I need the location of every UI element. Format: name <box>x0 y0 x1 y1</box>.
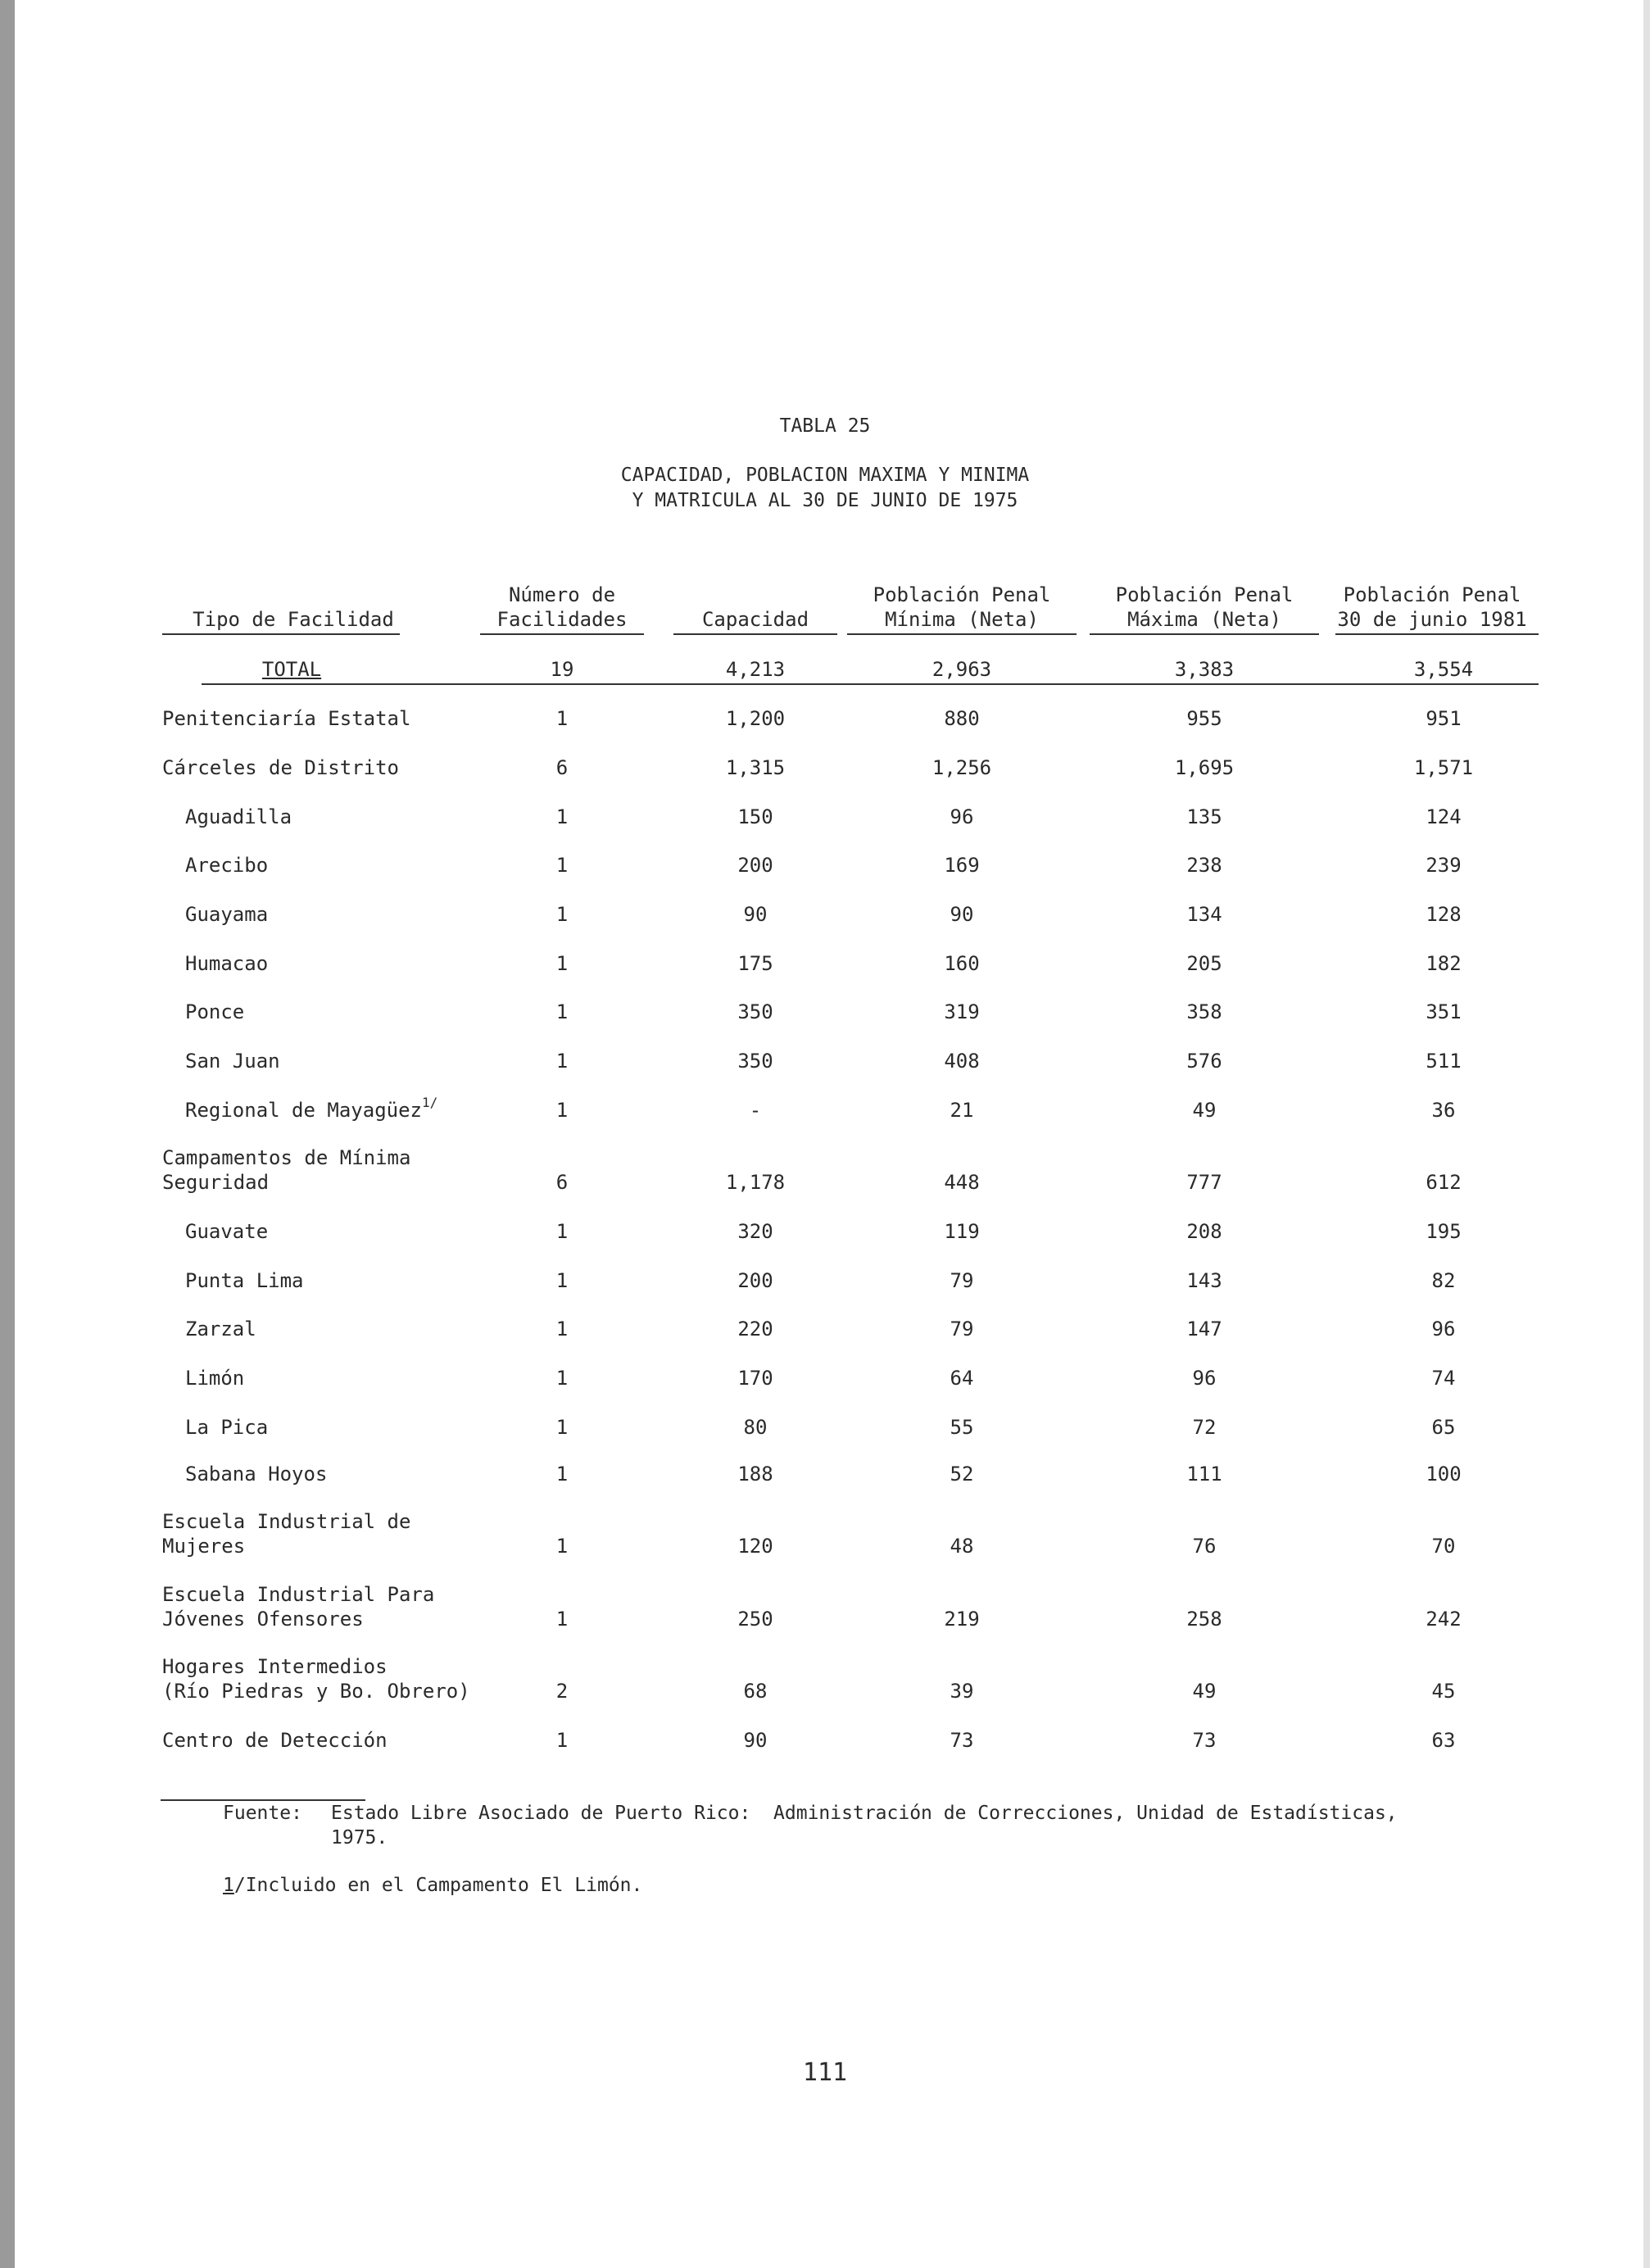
row-capacidad: 1,178 <box>725 1171 786 1194</box>
row-numero: 1 <box>555 1269 569 1292</box>
row-label: Centro de Detección <box>162 1729 388 1752</box>
row-label-line-1: Escuela Industrial de <box>162 1510 411 1533</box>
row-maxima: 72 <box>1192 1416 1217 1439</box>
row-minima: 448 <box>944 1171 980 1194</box>
row-capacidad: 320 <box>737 1220 773 1243</box>
row-maxima: 73 <box>1192 1729 1217 1752</box>
row-numero: 1 <box>555 854 569 877</box>
row-numero: 1 <box>555 1729 569 1752</box>
row-label: San Juan <box>185 1050 280 1073</box>
row-label-line-2: Seguridad <box>162 1171 270 1194</box>
row-label: Limón <box>185 1367 245 1390</box>
row-numero: 1 <box>555 805 569 828</box>
row-label: Humacao <box>185 952 269 975</box>
row-numero: 1 <box>555 1463 569 1486</box>
row-capacidad: 1,315 <box>725 756 786 779</box>
row-label: Sabana Hoyos <box>185 1463 328 1486</box>
footnote-text: /Incluido en el Campamento El Limón. <box>233 1875 643 1896</box>
row-minima: 73 <box>950 1729 974 1752</box>
row-capacidad: - <box>749 1099 762 1122</box>
row-label-line-2: Mujeres <box>162 1535 246 1558</box>
row-maxima: 576 <box>1186 1050 1222 1073</box>
row-maxima: 777 <box>1186 1171 1222 1194</box>
row-junio: 242 <box>1426 1608 1462 1631</box>
row-capacidad: 90 <box>743 903 768 926</box>
row-junio: 96 <box>1431 1318 1456 1340</box>
row-capacidad: 220 <box>737 1318 773 1340</box>
row-maxima: 96 <box>1192 1367 1217 1390</box>
row-junio: 124 <box>1426 805 1462 828</box>
row-capacidad: 250 <box>737 1608 773 1631</box>
row-capacidad: 200 <box>737 1269 773 1292</box>
row-numero: 1 <box>555 903 569 926</box>
row-label-line-2: Jóvenes Ofensores <box>162 1608 364 1631</box>
header-tipo: Tipo de Facilidad <box>193 608 394 631</box>
row-junio: 195 <box>1426 1220 1462 1243</box>
row-junio: 82 <box>1431 1269 1456 1292</box>
row-maxima: 134 <box>1186 903 1222 926</box>
row-maxima: 147 <box>1186 1318 1222 1340</box>
row-junio: 612 <box>1426 1171 1462 1194</box>
row-maxima: 208 <box>1186 1220 1222 1243</box>
scan-left-edge <box>0 0 15 2268</box>
row-maxima: 49 <box>1192 1680 1217 1703</box>
row-numero: 1 <box>555 1050 569 1073</box>
header-minima-line-1: Población Penal <box>873 583 1051 606</box>
row-capacidad: 1,200 <box>725 707 786 730</box>
row-numero: 1 <box>555 707 569 730</box>
row-numero: 1 <box>555 1535 569 1558</box>
row-capacidad: 150 <box>737 805 773 828</box>
row-junio: 70 <box>1431 1535 1456 1558</box>
source-label: Fuente: <box>223 1803 302 1824</box>
row-minima: 160 <box>944 952 980 975</box>
row-minima: 64 <box>950 1367 974 1390</box>
header-junio-line-1: Población Penal <box>1343 583 1521 606</box>
row-junio: 951 <box>1426 707 1462 730</box>
header-maxima-line-2: Máxima (Neta) <box>1127 608 1281 631</box>
scan-right-edge <box>1643 0 1650 2268</box>
source-text: Estado Libre Asociado de Puerto Rico: Administración de Correcciones, Unidad de Estadísticas, <box>331 1803 1398 1824</box>
row-numero: 1 <box>555 1367 569 1390</box>
row-label: Cárceles de Distrito <box>162 756 399 779</box>
row-numero: 1 <box>555 1099 569 1122</box>
row-maxima: 76 <box>1192 1535 1217 1558</box>
row-minima: 319 <box>944 1000 980 1023</box>
row-junio: 511 <box>1426 1050 1462 1073</box>
total-numero: 19 <box>550 658 574 681</box>
row-numero: 1 <box>555 1220 569 1243</box>
row-numero: 2 <box>555 1680 569 1703</box>
row-minima: 1,256 <box>932 756 992 779</box>
row-junio: 100 <box>1426 1463 1462 1486</box>
row-label-text: Regional de Mayagüez <box>185 1099 422 1122</box>
row-maxima: 143 <box>1186 1269 1222 1292</box>
row-label-line-2: (Río Piedras y Bo. Obrero) <box>162 1680 470 1703</box>
row-minima: 119 <box>944 1220 980 1243</box>
row-junio: 1,571 <box>1413 756 1474 779</box>
total-label: TOTAL <box>261 658 322 681</box>
source-year: 1975. <box>331 1827 388 1848</box>
row-minima: 880 <box>944 707 980 730</box>
row-numero: 1 <box>555 1608 569 1631</box>
total-minima: 2,963 <box>932 658 992 681</box>
row-numero: 6 <box>555 756 569 779</box>
footnote <box>223 1873 642 1898</box>
row-maxima: 238 <box>1186 854 1222 877</box>
row-junio: 182 <box>1426 952 1462 975</box>
row-maxima: 135 <box>1186 805 1222 828</box>
header-rule-minima <box>847 633 1077 635</box>
row-maxima: 955 <box>1186 707 1222 730</box>
row-junio: 128 <box>1426 903 1462 926</box>
row-minima: 96 <box>950 805 974 828</box>
row-junio: 63 <box>1431 1729 1456 1752</box>
footnote-ref: 1/ <box>421 1095 438 1110</box>
footnote-marker: 1 <box>223 1875 234 1896</box>
row-junio: 351 <box>1426 1000 1462 1023</box>
row-junio: 239 <box>1426 854 1462 877</box>
row-junio: 65 <box>1431 1416 1456 1439</box>
row-minima: 219 <box>944 1608 980 1631</box>
row-label-line-1: Hogares Intermedios <box>162 1655 388 1678</box>
row-capacidad: 80 <box>743 1416 768 1439</box>
row-minima: 79 <box>950 1269 974 1292</box>
row-numero: 6 <box>555 1171 569 1194</box>
table-label: TABLA 25 <box>779 415 871 437</box>
header-rule-numero <box>480 633 644 635</box>
row-numero: 1 <box>555 1416 569 1439</box>
header-maxima-line-1: Población Penal <box>1115 583 1294 606</box>
row-maxima: 258 <box>1186 1608 1222 1631</box>
row-maxima: 1,695 <box>1174 756 1235 779</box>
row-capacidad: 350 <box>737 1050 773 1073</box>
row-capacidad: 90 <box>743 1729 768 1752</box>
header-numero-line-2: Facilidades <box>496 608 628 631</box>
row-minima: 408 <box>944 1050 980 1073</box>
row-numero: 1 <box>555 1000 569 1023</box>
row-minima: 169 <box>944 854 980 877</box>
total-junio: 3,554 <box>1413 658 1474 681</box>
table-subtitle-line-1: CAPACIDAD, POBLACION MAXIMA Y MINIMA <box>620 465 1030 486</box>
row-maxima: 358 <box>1186 1000 1222 1023</box>
row-capacidad: 68 <box>743 1680 768 1703</box>
total-maxima: 3,383 <box>1174 658 1235 681</box>
header-numero-line-1: Número de <box>508 583 616 606</box>
row-capacidad: 350 <box>737 1000 773 1023</box>
header-rule-tipo <box>162 633 400 635</box>
row-junio: 74 <box>1431 1367 1456 1390</box>
row-label: Punta Lima <box>185 1269 304 1292</box>
total-rule <box>202 683 1539 685</box>
total-capacidad: 4,213 <box>725 658 786 681</box>
row-minima: 79 <box>950 1318 974 1340</box>
row-label: Ponce <box>185 1000 245 1023</box>
header-rule-junio <box>1335 633 1539 635</box>
row-maxima: 205 <box>1186 952 1222 975</box>
row-junio: 45 <box>1431 1680 1456 1703</box>
row-capacidad: 120 <box>737 1535 773 1558</box>
page-number: 111 <box>802 2058 848 2087</box>
row-label <box>185 1095 438 1125</box>
row-numero: 1 <box>555 1318 569 1340</box>
row-label: Penitenciaría Estatal <box>162 707 411 730</box>
row-numero: 1 <box>555 952 569 975</box>
row-label: La Pica <box>185 1416 269 1439</box>
row-capacidad: 188 <box>737 1463 773 1486</box>
row-minima: 39 <box>950 1680 974 1703</box>
row-maxima: 111 <box>1186 1463 1222 1486</box>
row-label: Aguadilla <box>185 805 292 828</box>
table-subtitle-line-2: Y MATRICULA AL 30 DE JUNIO DE 1975 <box>632 490 1018 511</box>
row-capacidad: 200 <box>737 854 773 877</box>
row-label: Guavate <box>185 1220 269 1243</box>
row-minima: 21 <box>950 1099 974 1122</box>
header-rule-maxima <box>1090 633 1319 635</box>
row-minima: 55 <box>950 1416 974 1439</box>
row-capacidad: 170 <box>737 1367 773 1390</box>
row-capacidad: 175 <box>737 952 773 975</box>
row-minima: 52 <box>950 1463 974 1486</box>
row-label-line-1: Campamentos de Mínima <box>162 1146 411 1169</box>
row-label: Arecibo <box>185 854 269 877</box>
header-rule-capacidad <box>673 633 837 635</box>
row-label: Zarzal <box>185 1318 256 1340</box>
header-capacidad: Capacidad <box>701 608 809 631</box>
row-minima: 48 <box>950 1535 974 1558</box>
row-junio: 36 <box>1431 1099 1456 1122</box>
header-junio-line-2: 30 de junio 1981 <box>1337 608 1527 631</box>
row-label: Guayama <box>185 903 269 926</box>
header-minima-line-2: Mínima (Neta) <box>885 608 1039 631</box>
row-label-line-1: Escuela Industrial Para <box>162 1583 435 1606</box>
row-minima: 90 <box>950 903 974 926</box>
row-maxima: 49 <box>1192 1099 1217 1122</box>
